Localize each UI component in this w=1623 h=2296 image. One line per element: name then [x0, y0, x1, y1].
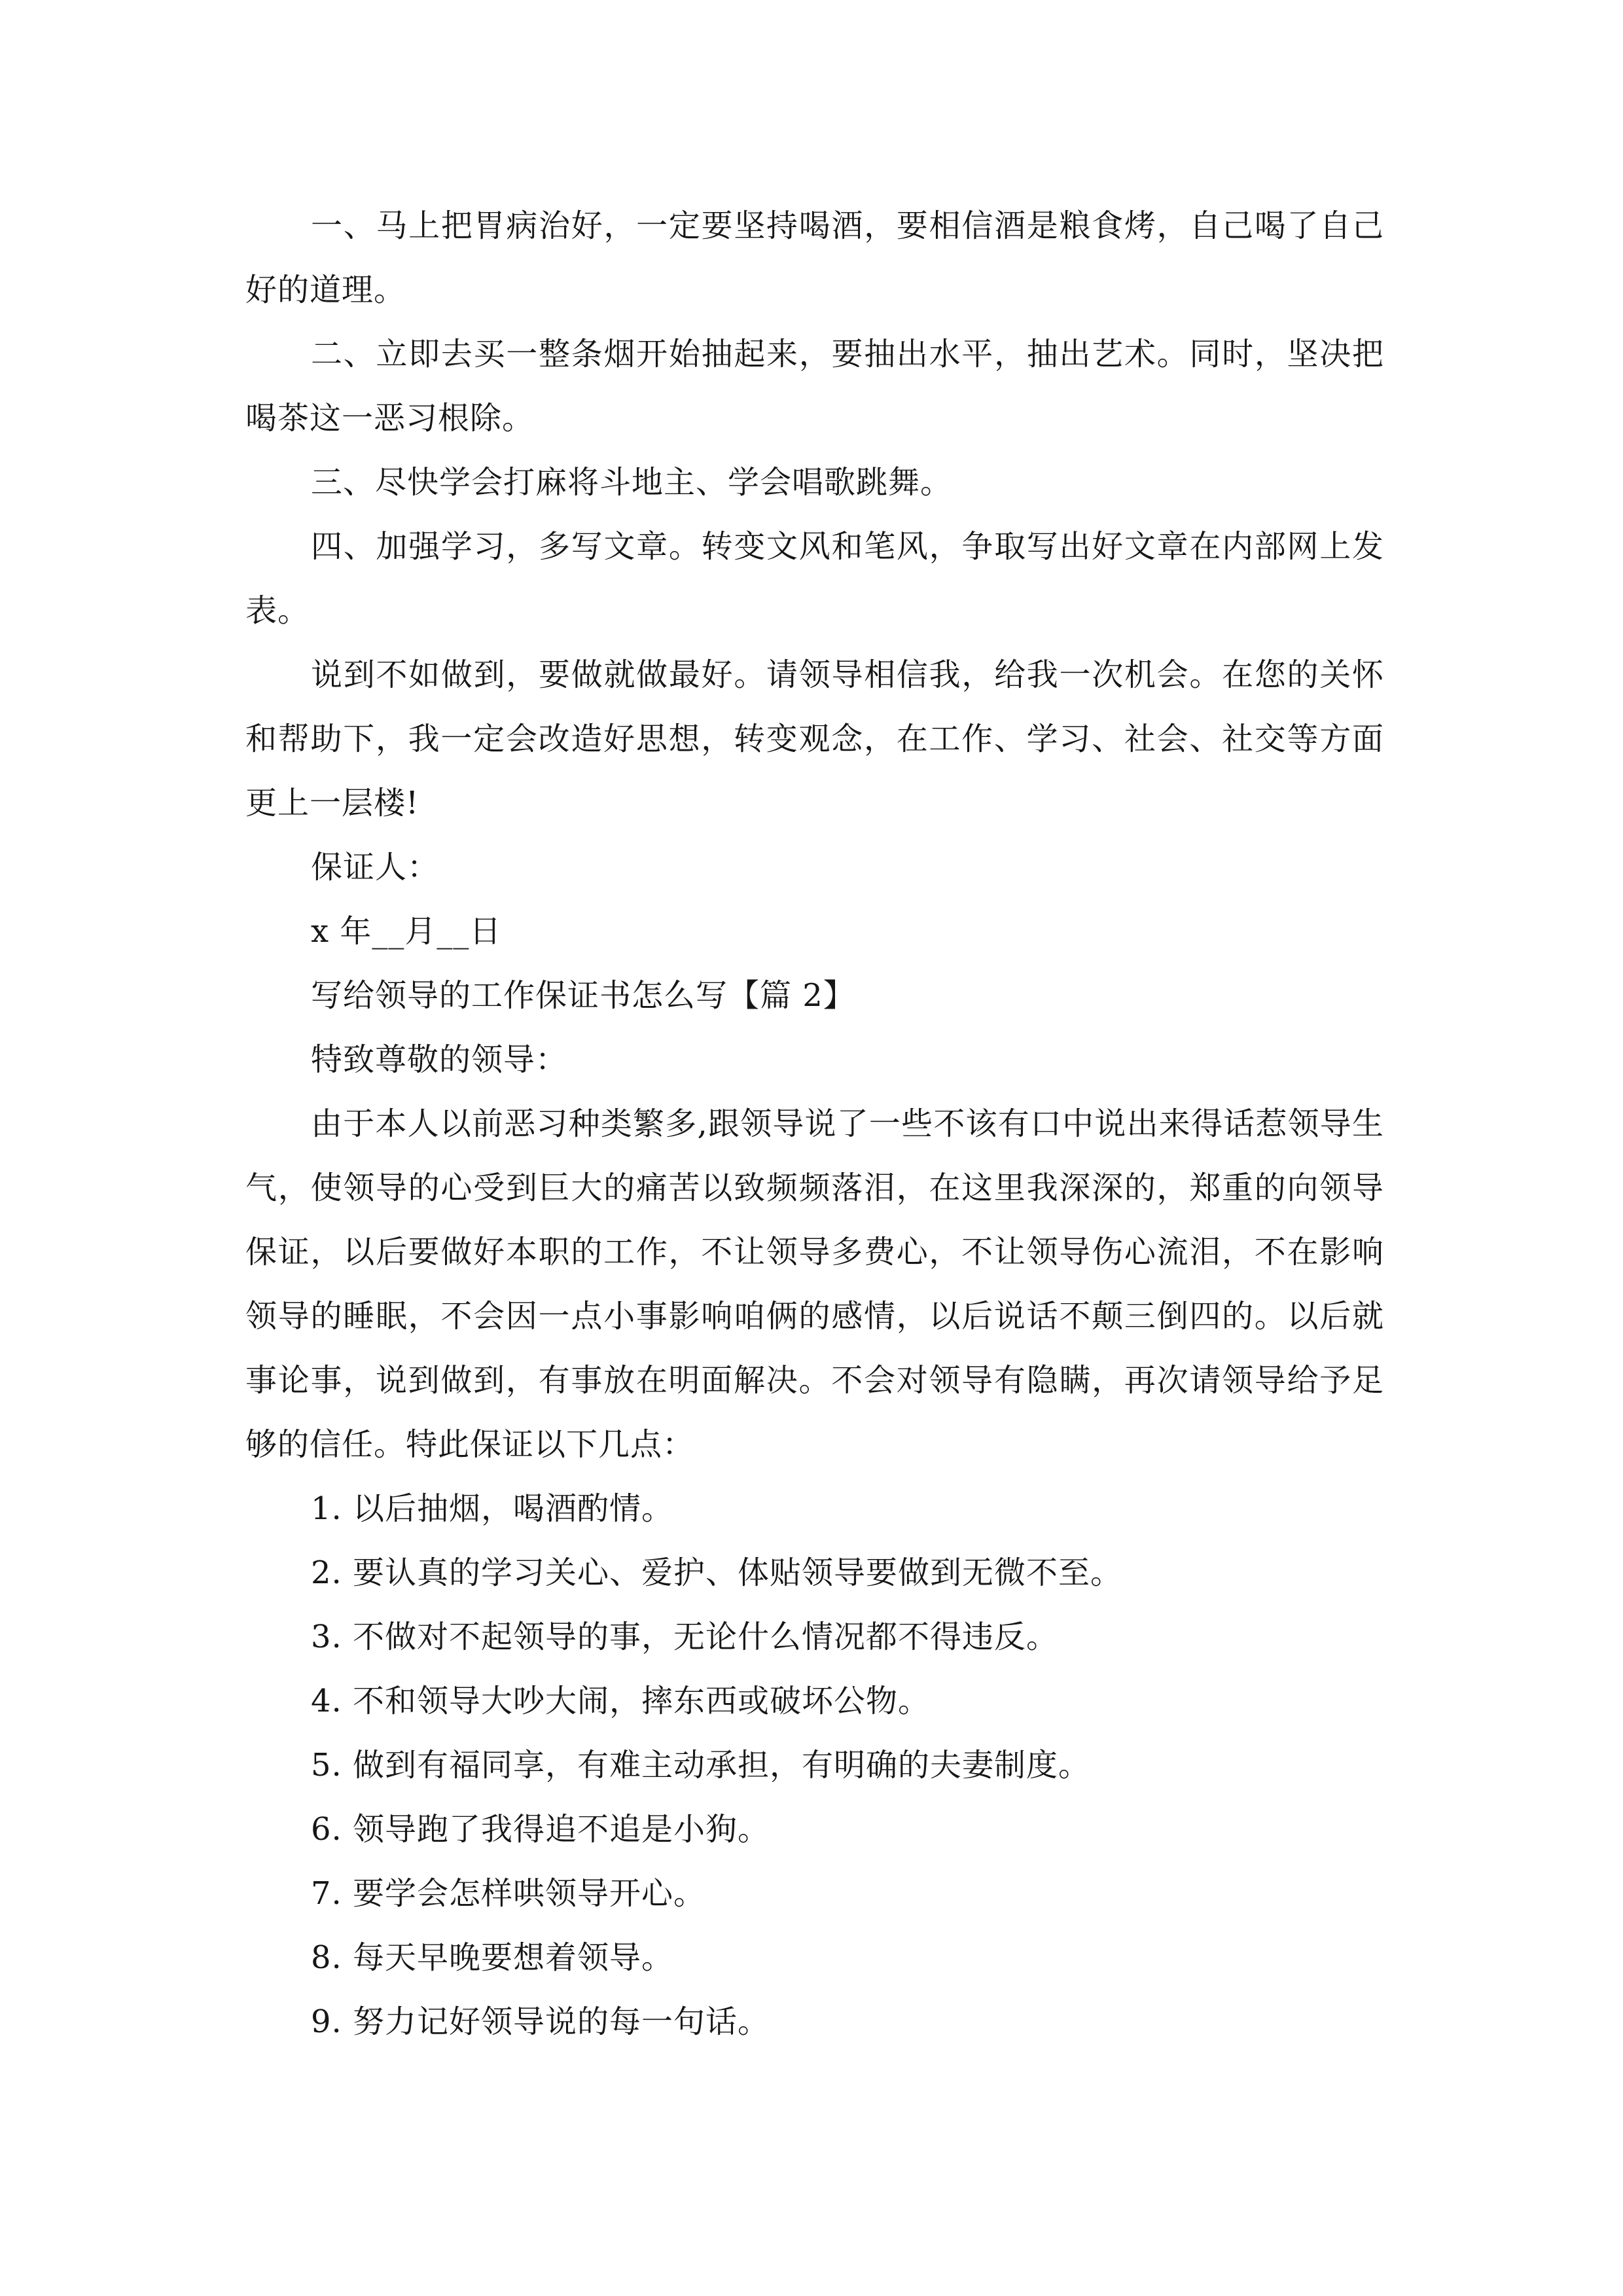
date-line: x 年__月__日	[311, 913, 502, 950]
list-item-5: 5. 做到有福同享，有难主动承担，有明确的夫妻制度。	[311, 1747, 1091, 1784]
list-item-1: 1. 以后抽烟，喝酒酌情。	[311, 1490, 674, 1527]
list-item-8: 8. 每天早晚要想着领导。	[311, 1939, 674, 1976]
paragraph-item-4: 四、加强学习，多写文章。转变文风和笔风，争取写出好文章在内部网上发表。	[245, 528, 1384, 629]
paragraph-item-2: 二、立即去买一整条烟开始抽起来，要抽出水平，抽出艺术。同时，坚决把喝茶这一恶习根除。	[245, 336, 1384, 437]
salutation: 特致尊敬的领导：	[311, 1041, 568, 1078]
list-item-6: 6. 领导跑了我得追不追是小狗。	[311, 1811, 770, 1848]
list-item-9: 9. 努力记好领导说的每一句话。	[311, 2003, 770, 2040]
list-item-7: 7. 要学会怎样哄领导开心。	[311, 1875, 706, 1912]
paragraph-closing: 说到不如做到，要做就做最好。请领导相信我，给我一次机会。在您的关怀和帮助下，我一定会改造好思想，转变观念，在工作、学习、社会、社交等方面更上一层楼!	[245, 656, 1384, 821]
list-item-4: 4. 不和领导大吵大闹，摔东西或破坏公物。	[311, 1683, 931, 1719]
list-item-2: 2. 要认真的学习关心、爱护、体贴领导要做到无微不至。	[311, 1554, 1123, 1591]
paragraph-intro: 由于本人以前恶习种类繁多,跟领导说了一些不该有口中说出来得话惹领导生气，使领导的心受到巨大的痛苦以致频频落泪，在这里我深深的，郑重的向领导保证，以后要做好本职的工作，不让领导多费心，不让领导伤心流泪，不在影响领导的睡眠，不会因一点小事影响咱俩的感情，以后说话不颠三倒四的。以后就事论事，说到做到，有事放在明面解决。不会对领导有隐瞒，再次请领导给予足够的信任。特此保证以下几点：	[245, 1105, 1384, 1463]
paragraph-item-3: 三、尽快学会打麻将斗地主、学会唱歌跳舞。	[311, 464, 953, 501]
section-title: 写给领导的工作保证书怎么写【篇 2】	[311, 977, 855, 1014]
guarantor-label: 保证人：	[311, 849, 440, 886]
paragraph-item-1: 一、马上把胃病治好，一定要坚持喝酒，要相信酒是粮食烤，自己喝了自己好的道理。	[245, 207, 1384, 308]
document-body	[245, 194, 1384, 2054]
list-item-3: 3. 不做对不起领导的事，无论什么情况都不得违反。	[311, 1619, 1059, 1655]
